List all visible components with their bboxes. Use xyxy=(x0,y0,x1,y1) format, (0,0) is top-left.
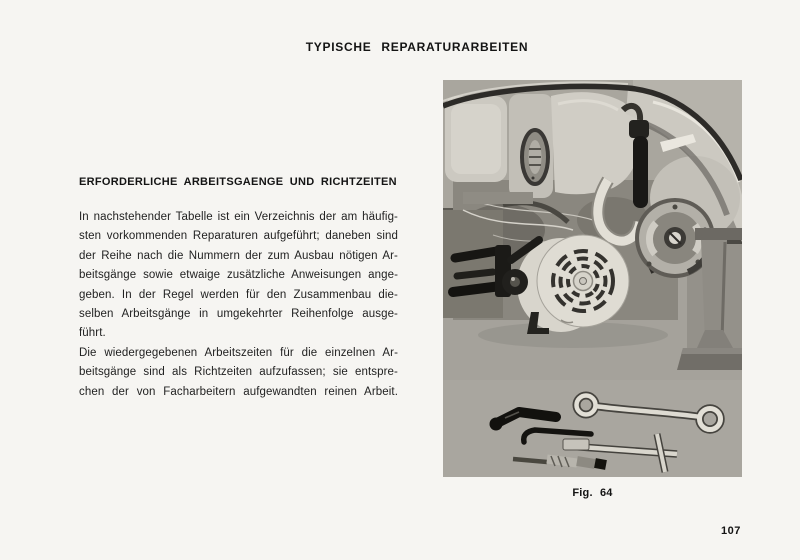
section-heading: ERFORDERLICHE ARBEITSGAENGE UND RICHTZEITEN xyxy=(79,176,397,188)
body-text-line: geben. In der Regel werden für den Zusammenbau die- xyxy=(79,288,398,301)
body-text xyxy=(79,208,398,402)
oval-opening xyxy=(522,130,548,184)
body-text-line: Die wiedergegebenen Arbeitszeiten für die einzelnen Ar- xyxy=(79,346,398,359)
body-text-line: selben Arbeitsgänge in umgekehrter Reihenfolge ausge- xyxy=(79,307,398,320)
body-text-line: führt. xyxy=(79,327,106,340)
body-text-line: beitsgänge sowie etwaige zusätzliche Anweisungen ange- xyxy=(79,269,398,282)
page-number: 107 xyxy=(721,525,741,537)
body-text-line: chen der von Facharbeitern aufgewandten reinen Arbeit. xyxy=(79,385,398,398)
figure-caption: Fig. 64 xyxy=(572,487,613,499)
body-text-line: der Reihe nach die Nummern der zum Ausbau nötigen Ar- xyxy=(79,249,398,262)
body-text-line: beitsgänge sind als Richtzeiten aufzufassen; sie entspre- xyxy=(79,366,398,379)
body-text-line: In nachstehender Tabelle ist ein Verzeichnis der am häufig- xyxy=(79,211,398,223)
engine-compartment-photo xyxy=(443,80,742,477)
body-text-line: sten vorkommenden Reparaturen aufgeführt; daneben sind xyxy=(79,230,398,243)
page-title: TYPISCHE REPARATURARBEITEN xyxy=(305,40,529,54)
